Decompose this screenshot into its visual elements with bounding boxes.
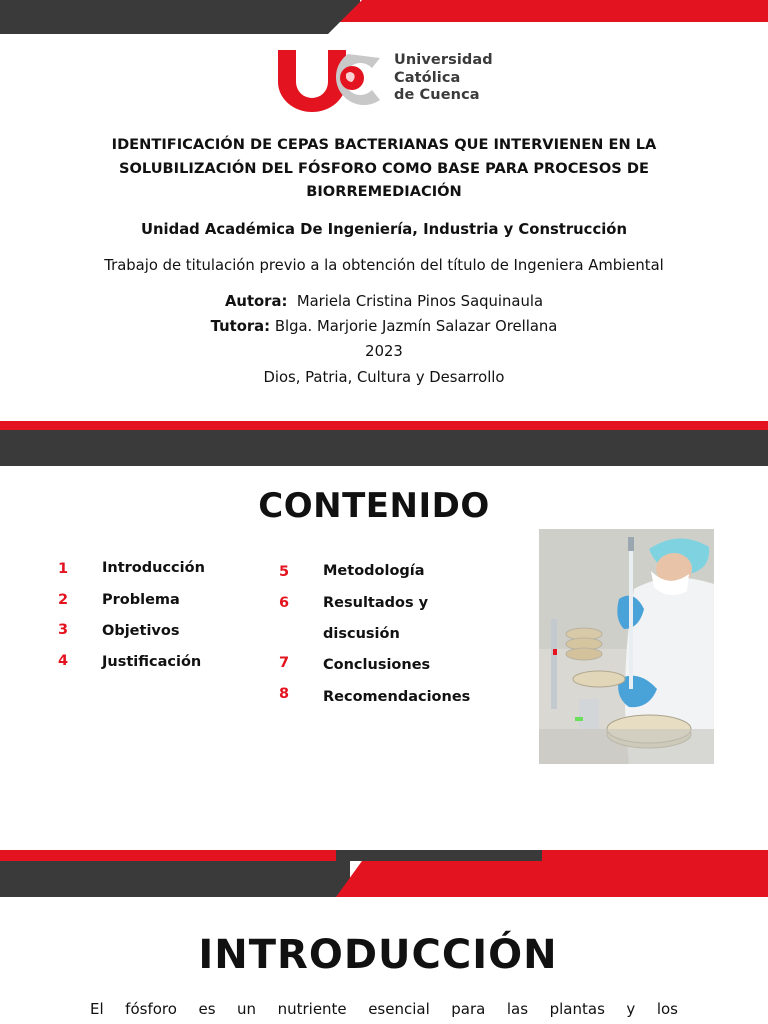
degree-text: Trabajo de titulación previo a la obtención del título de Ingeniera Ambiental xyxy=(104,257,664,274)
low-red-stripe-right xyxy=(336,861,768,897)
top-dark-stripe xyxy=(0,0,360,22)
university-name-line-3: de Cuenca xyxy=(394,87,480,103)
low-dark-stripe-left xyxy=(0,861,350,897)
lab-scientist-image xyxy=(539,529,714,764)
author-label: Autora: xyxy=(224,293,288,310)
contents-heading: CONTENIDO xyxy=(258,486,490,526)
contents-item-problema[interactable]: Problema xyxy=(102,592,180,608)
contents-item-justificacion[interactable]: Justificación xyxy=(102,654,202,670)
mid-dark-stripe-center xyxy=(226,430,542,466)
contents-num-6: 6 xyxy=(279,595,290,611)
author-line xyxy=(0,293,768,310)
university-name xyxy=(394,52,493,105)
contents-item-resultados[interactable]: Resultados y xyxy=(323,595,429,611)
contents-item-objetivos[interactable]: Objetivos xyxy=(102,623,180,639)
contents-item-introduccion[interactable]: Introducción xyxy=(102,560,205,576)
title-line-3: BIORREMEDIACIÓN xyxy=(306,183,462,200)
tutor-name: Blga. Marjorie Jazmín Salazar Orellana xyxy=(274,318,558,335)
thesis-title xyxy=(70,133,698,204)
academic-unit: Unidad Académica De Ingeniería, Industria y Construcción xyxy=(140,221,627,238)
title-line-1: IDENTIFICACIÓN DE CEPAS BACTERIANAS QUE INTERVIENEN EN LA xyxy=(111,136,657,153)
contents-num-5: 5 xyxy=(279,564,290,580)
university-name-line-1: Universidad xyxy=(394,52,493,68)
top-red-stripe xyxy=(340,0,768,22)
contents-num-2: 2 xyxy=(58,592,69,608)
tutor-line xyxy=(0,318,768,335)
contents-num-3: 3 xyxy=(58,622,69,638)
mid-dark-stripe-left xyxy=(0,430,226,466)
lab-photo xyxy=(539,529,714,764)
motto: Dios, Patria, Cultura y Desarrollo xyxy=(263,369,505,386)
top-dark-stripe-2 xyxy=(0,22,340,34)
introduction-heading: INTRODUCCIÓN xyxy=(198,932,558,978)
contents-item-conclusiones[interactable]: Conclusiones xyxy=(323,657,431,673)
contents-num-8: 8 xyxy=(279,686,290,702)
contents-num-1: 1 xyxy=(58,561,69,577)
contents-item-recomendaciones[interactable]: Recomendaciones xyxy=(323,689,471,705)
tutor-label: Tutora: xyxy=(210,318,271,335)
contents-num-4: 4 xyxy=(58,653,69,669)
author-name: Mariela Cristina Pinos Saquinaula xyxy=(296,293,544,310)
university-name-line-2: Católica xyxy=(394,69,461,86)
mid-red-accent xyxy=(226,421,542,430)
low-dark-accent xyxy=(336,850,542,861)
introduction-text: El fósforo es un nutriente esencial para las plantas y los xyxy=(90,1000,678,1018)
mid-dark-stripe-right xyxy=(542,430,768,466)
university-logo xyxy=(276,48,496,112)
contents-num-7: 7 xyxy=(279,655,290,671)
uc-logo-icon xyxy=(276,48,386,112)
contents-item-metodologia[interactable]: Metodología xyxy=(323,563,425,579)
title-line-2: SOLUBILIZACIÓN DEL FÓSFORO COMO BASE PARA PROCESOS DE xyxy=(119,159,649,177)
contents-item-resultados-cont[interactable]: discusión xyxy=(323,626,400,642)
year: 2023 xyxy=(365,343,403,360)
